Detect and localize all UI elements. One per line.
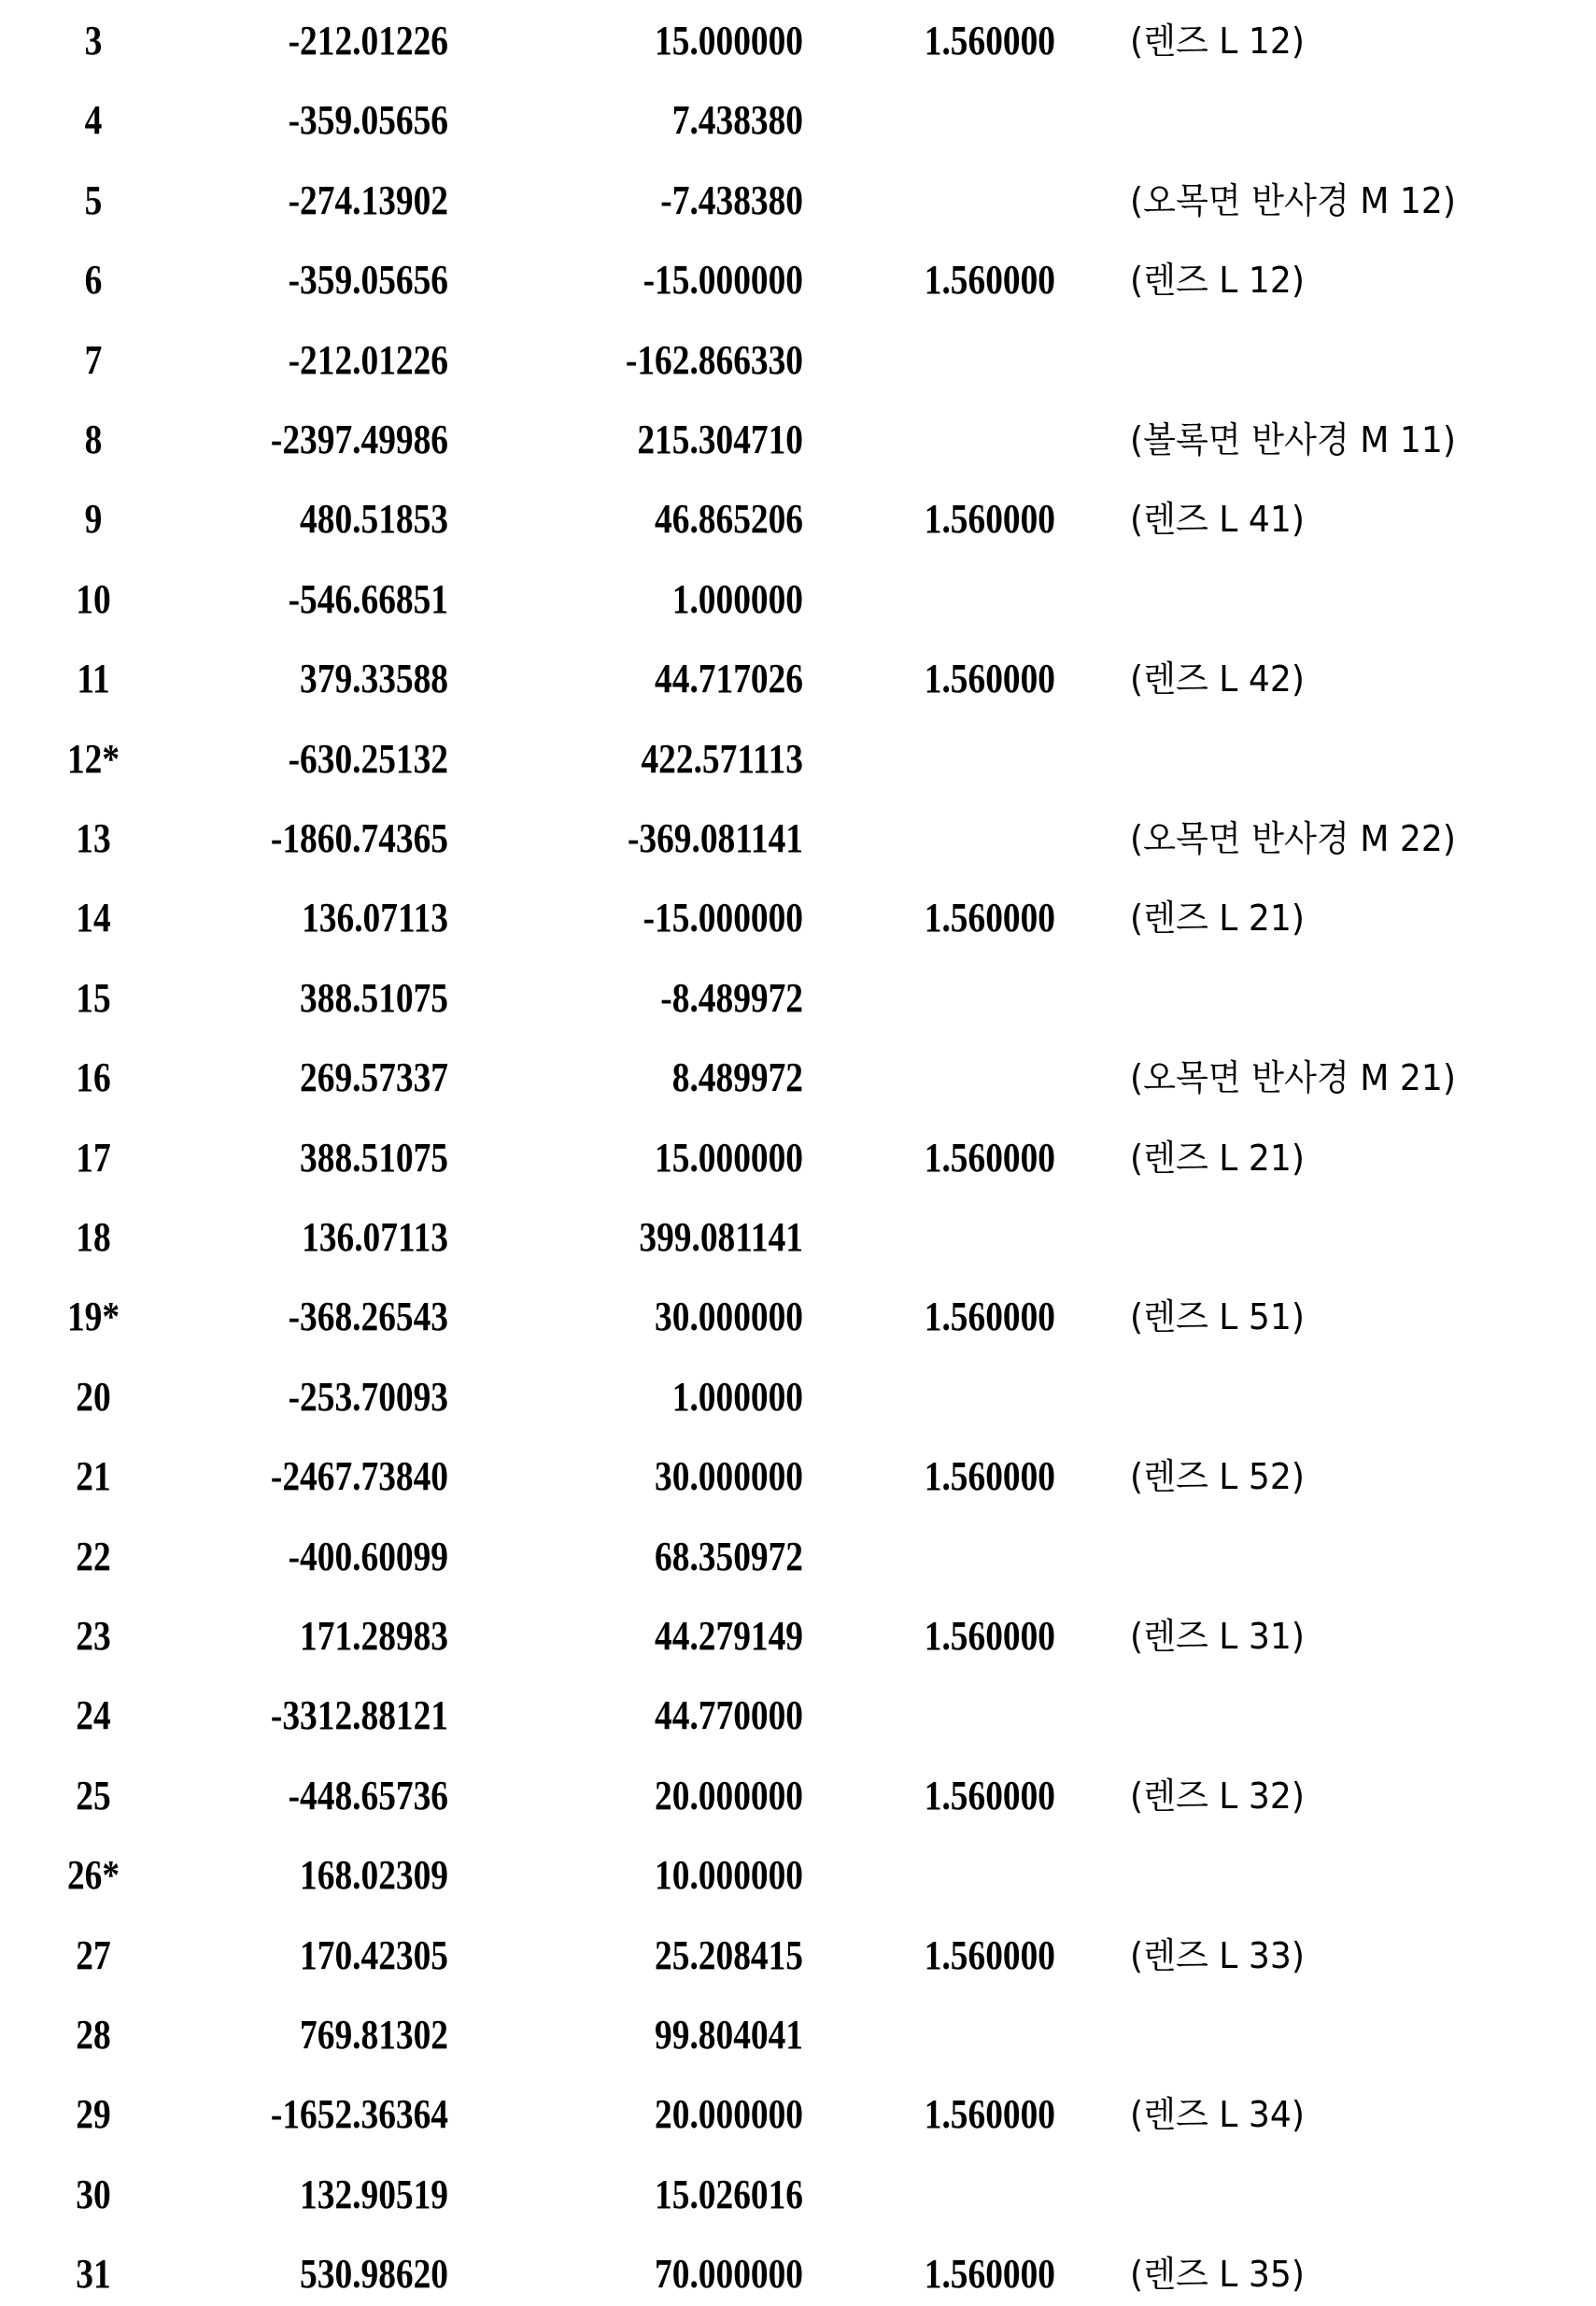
surface-spacing: -369.081141	[549, 811, 803, 867]
table-row	[0, 890, 1596, 946]
surface-number: 28	[54, 2007, 134, 2063]
refractive-index: 1.560000	[801, 2087, 1055, 2143]
surface-number: 11	[54, 651, 134, 707]
table-row	[0, 1768, 1596, 1824]
radius-of-curvature: -274.13902	[194, 173, 448, 229]
surface-spacing: 1.000000	[549, 1369, 803, 1425]
surface-number: 17	[54, 1130, 134, 1186]
surface-spacing: 422.571113	[549, 731, 803, 787]
table-row	[0, 252, 1596, 308]
surface-spacing: -8.489972	[549, 970, 803, 1026]
surface-number: 5	[54, 173, 134, 229]
table-row	[0, 970, 1596, 1026]
element-note: (렌즈 L 34)	[1130, 2087, 1305, 2143]
surface-number: 7	[54, 332, 134, 389]
table-row	[0, 173, 1596, 229]
radius-of-curvature: -1860.74365	[194, 811, 448, 867]
surface-spacing: -162.866330	[549, 332, 803, 389]
surface-number: 12*	[54, 731, 134, 787]
surface-number: 24	[54, 1688, 134, 1744]
surface-number: 21	[54, 1449, 134, 1505]
surface-spacing: 30.000000	[549, 1449, 803, 1505]
table-row	[0, 1289, 1596, 1345]
surface-spacing: 68.350972	[549, 1529, 803, 1585]
surface-number: 23	[54, 1608, 134, 1664]
table-row	[0, 2087, 1596, 2143]
surface-number: 14	[54, 890, 134, 946]
table-row	[0, 811, 1596, 867]
surface-spacing: 215.304710	[549, 412, 803, 468]
element-note: (렌즈 L 42)	[1130, 651, 1305, 707]
surface-number: 9	[54, 491, 134, 547]
refractive-index: 1.560000	[801, 2246, 1055, 2302]
refractive-index: 1.560000	[801, 1768, 1055, 1824]
element-note: (렌즈 L 51)	[1130, 1289, 1305, 1345]
surface-number: 3	[54, 13, 134, 69]
surface-number: 27	[54, 1928, 134, 1984]
radius-of-curvature: 388.51075	[194, 1130, 448, 1186]
table-row	[0, 1608, 1596, 1664]
surface-number: 31	[54, 2246, 134, 2302]
surface-number: 30	[54, 2167, 134, 2223]
table-row	[0, 1847, 1596, 1903]
element-note: (오목면 반사경 M 22)	[1130, 811, 1456, 867]
surface-number: 6	[54, 252, 134, 308]
table-row	[0, 1449, 1596, 1505]
refractive-index: 1.560000	[801, 252, 1055, 308]
radius-of-curvature: 388.51075	[194, 970, 448, 1026]
surface-number: 13	[54, 811, 134, 867]
element-note: (렌즈 L 31)	[1130, 1608, 1305, 1664]
refractive-index: 1.560000	[801, 491, 1055, 547]
radius-of-curvature: -212.01226	[194, 332, 448, 389]
element-note: (렌즈 L 12)	[1130, 13, 1305, 69]
surface-spacing: 1.000000	[549, 572, 803, 628]
radius-of-curvature: -359.05656	[194, 252, 448, 308]
surface-number: 18	[54, 1210, 134, 1266]
table-row	[0, 92, 1596, 149]
refractive-index: 1.560000	[801, 1449, 1055, 1505]
surface-spacing: -7.438380	[549, 173, 803, 229]
surface-spacing: 99.804041	[549, 2007, 803, 2063]
table-row	[0, 1050, 1596, 1106]
element-note: (렌즈 L 35)	[1130, 2246, 1305, 2302]
radius-of-curvature: -3312.88121	[194, 1688, 448, 1744]
surface-spacing: 15.026016	[549, 2167, 803, 2223]
refractive-index: 1.560000	[801, 890, 1055, 946]
surface-spacing: 15.000000	[549, 1130, 803, 1186]
table-row	[0, 491, 1596, 547]
surface-spacing: 44.717026	[549, 651, 803, 707]
surface-spacing: 70.000000	[549, 2246, 803, 2302]
refractive-index: 1.560000	[801, 651, 1055, 707]
refractive-index: 1.560000	[801, 1928, 1055, 1984]
radius-of-curvature: -1652.36364	[194, 2087, 448, 2143]
surface-spacing: 15.000000	[549, 13, 803, 69]
surface-spacing: 20.000000	[549, 1768, 803, 1824]
surface-spacing: 44.770000	[549, 1688, 803, 1744]
radius-of-curvature: -2397.49986	[194, 412, 448, 468]
surface-number: 10	[54, 572, 134, 628]
surface-spacing: 30.000000	[549, 1289, 803, 1345]
surface-spacing: -15.000000	[549, 252, 803, 308]
surface-number: 29	[54, 2087, 134, 2143]
surface-spacing: 8.489972	[549, 1050, 803, 1106]
table-row	[0, 412, 1596, 468]
table-row	[0, 2167, 1596, 2223]
surface-number: 25	[54, 1768, 134, 1824]
table-row	[0, 1369, 1596, 1425]
element-note: (볼록면 반사경 M 11)	[1130, 412, 1456, 468]
refractive-index: 1.560000	[801, 13, 1055, 69]
radius-of-curvature: -2467.73840	[194, 1449, 448, 1505]
radius-of-curvature: 480.51853	[194, 491, 448, 547]
surface-number: 20	[54, 1369, 134, 1425]
radius-of-curvature: -212.01226	[194, 13, 448, 69]
table-row	[0, 731, 1596, 787]
surface-spacing: 399.081141	[549, 1210, 803, 1266]
surface-number: 4	[54, 92, 134, 149]
radius-of-curvature: -448.65736	[194, 1768, 448, 1824]
refractive-index: 1.560000	[801, 1130, 1055, 1186]
radius-of-curvature: -368.26543	[194, 1289, 448, 1345]
radius-of-curvature: 170.42305	[194, 1928, 448, 1984]
table-row	[0, 1210, 1596, 1266]
surface-spacing: 25.208415	[549, 1928, 803, 1984]
table-row	[0, 2007, 1596, 2063]
table-row	[0, 651, 1596, 707]
table-row	[0, 1688, 1596, 1744]
radius-of-curvature: 132.90519	[194, 2167, 448, 2223]
element-note: (렌즈 L 52)	[1130, 1449, 1305, 1505]
element-note: (렌즈 L 33)	[1130, 1928, 1305, 1984]
surface-spacing: 10.000000	[549, 1847, 803, 1903]
radius-of-curvature: -400.60099	[194, 1529, 448, 1585]
surface-spacing: 20.000000	[549, 2087, 803, 2143]
table-row	[0, 1529, 1596, 1585]
radius-of-curvature: 269.57337	[194, 1050, 448, 1106]
radius-of-curvature: 136.07113	[194, 890, 448, 946]
surface-number: 26*	[54, 1847, 134, 1903]
surface-number: 16	[54, 1050, 134, 1106]
surface-number: 19*	[54, 1289, 134, 1345]
table-row	[0, 13, 1596, 69]
radius-of-curvature: 530.98620	[194, 2246, 448, 2302]
element-note: (오목면 반사경 M 21)	[1130, 1050, 1456, 1106]
element-note: (렌즈 L 12)	[1130, 252, 1305, 308]
table-row	[0, 1130, 1596, 1186]
table-row	[0, 332, 1596, 389]
element-note: (렌즈 L 21)	[1130, 890, 1305, 946]
surface-number: 15	[54, 970, 134, 1026]
surface-spacing: 46.865206	[549, 491, 803, 547]
table-row	[0, 1928, 1596, 1984]
surface-spacing: 7.438380	[549, 92, 803, 149]
element-note: (렌즈 L 21)	[1130, 1130, 1305, 1186]
radius-of-curvature: 769.81302	[194, 2007, 448, 2063]
table-row	[0, 2246, 1596, 2302]
radius-of-curvature: -253.70093	[194, 1369, 448, 1425]
surface-number: 8	[54, 412, 134, 468]
element-note: (렌즈 L 41)	[1130, 491, 1305, 547]
refractive-index: 1.560000	[801, 1608, 1055, 1664]
radius-of-curvature: 136.07113	[194, 1210, 448, 1266]
radius-of-curvature: 379.33588	[194, 651, 448, 707]
radius-of-curvature: 171.28983	[194, 1608, 448, 1664]
radius-of-curvature: -359.05656	[194, 92, 448, 149]
element-note: (렌즈 L 32)	[1130, 1768, 1305, 1824]
refractive-index: 1.560000	[801, 1289, 1055, 1345]
surface-spacing: -15.000000	[549, 890, 803, 946]
radius-of-curvature: 168.02309	[194, 1847, 448, 1903]
radius-of-curvature: -546.66851	[194, 572, 448, 628]
surface-spacing: 44.279149	[549, 1608, 803, 1664]
table-row	[0, 572, 1596, 628]
element-note: (오목면 반사경 M 12)	[1130, 173, 1456, 229]
radius-of-curvature: -630.25132	[194, 731, 448, 787]
surface-number: 22	[54, 1529, 134, 1585]
